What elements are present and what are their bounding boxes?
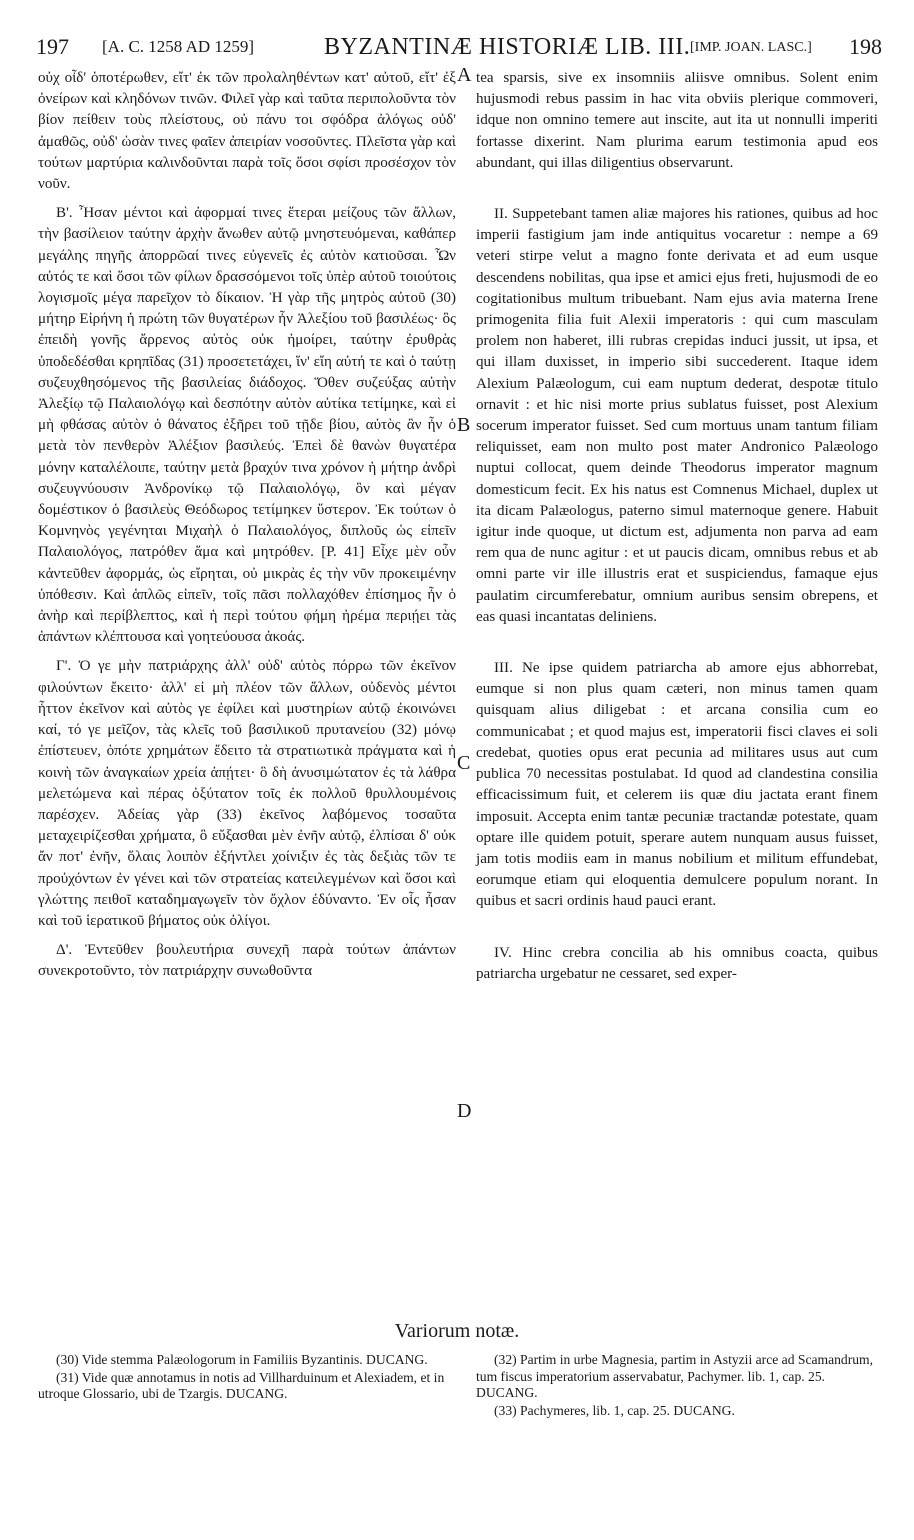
running-header (36, 34, 882, 62)
margin-marker-c: C (457, 752, 471, 774)
emperor-label: [IMP. JOAN. LASC.] (690, 40, 812, 55)
footnote-31: (31) Vide quæ annotamus in notis ad Villharduinum et Alexiadem, et in utroque Glossario, ubi de Tzargis. DUCANG. (38, 1369, 445, 1401)
footnotes-right (476, 1352, 878, 1420)
latin-paragraph-4: IV. Hinc crebra concilia ab his omnibus coacta, quibus patriarcha urgebatur ne cessaret, sed exper- (476, 944, 878, 982)
greek-column (38, 68, 456, 991)
footnote-32: (32) Partim in urbe Magnesia, partim in Astyzii arce ad Scamandrum, tum fiscus imperatorium asservabatur, Pachymer. lib. 1, cap. 25. DUCANG. (476, 1352, 874, 1400)
margin-marker-b: B (457, 414, 471, 436)
latin-paragraph-2: II. Suppetebant tamen aliæ majores his rationes, quibus ad hoc imperii fastigium jam inde antiquitus vocaretur : nempe a 69 veteri stirpe velut a magno fonte derivata et ad eum usque descendens nobilitas, qua ipse et amici ejus freti, hujusmodi de eo cogitationibus multum tribuebant. Nam ejus avia materna Irene primogenita filia fuit Alexii imperatoris : qui cum masculam prolem non haberet, illi rubras crepidas induci jussit, ut ipsa, et qui illam duxisset, in imperio sibi succederent. Itaque idem Alexium Palæologum, cui eam nuptum dederat, despotæ titulo ornavit : et hic nisi morte prius sublatus fuisset, post Alexium socerum imperator fuisset. Sed cum mortuus unam tantum filiam reliquisset, eam non multo post mater Andronico Palæologo nuptui collocat, quem deinde Theodorus imperator magnum domesticum fecit. Ex his natus est Comnenus Michael, duplex ut ita dicam Palæologus, paterno simul maternoque genere. Habuit igitur inde quoque, ut dictum est, adjumenta non parva ad eam rem qua de nunc agitur : et ut paucis dicam, omnibus rebus et ab omni parte vir ille illustris erat et suspiciendus, famaque ejus paulatim circumferebatur, omnium auribus sensim obrepens, et eas quasi incantatas deliniens. (476, 206, 878, 625)
running-title: BYZANTINÆ HISTORIÆ LIB. III. (324, 34, 691, 60)
footnote-30: (30) Vide stemma Palæologorum in Familiis Byzantinis. DUCANG. (56, 1352, 428, 1367)
greek-paragraph-4: Δ'. Ἐντεῦθεν βουλευτήρια συνεχῆ παρὰ τούτων ἁπάντων συνεκροτοῦντο, τὸν πατριάρχην συνωθοῦντα (38, 942, 456, 980)
margin-marker-a: A (457, 64, 472, 86)
margin-marker-d: D (457, 1100, 472, 1122)
footnotes-left (38, 1352, 456, 1404)
latin-paragraph-1: tea sparsis, sive ex insomniis aliisve omnibus. Solent enim hujusmodi rebus passim in hac vita obviis plerique commoveri, idque non omnino temere aut inscite, aut ita ut nonnulli imperiti fortasse dixerint. Nam plurima earum testimonia apud eos abundant, qui illas diligentius observarunt. (476, 70, 878, 171)
page-number-right: 198 (849, 34, 882, 59)
page-number-left: 197 (36, 34, 69, 59)
latin-paragraph-3: III. Ne ipse quidem patriarcha ab amore ejus abhorrebat, eumque si non plus quam cæteri, non minus tamen quam quisquam alius diligebat : et arcana consilia cum eo communicabat ; et quod majus est, imperatorii fisci claves ei soli credebat, quoties opus erat pecunia ad militares usus aut cum publica 70 necessitas postulabat. Id quod ad clandestina consilia efficacissimum fuit, et celerem iis quæ diu jactata erant finem imposuit. Accepta enim tantæ pecuniæ tractandæ potestate, quam optare ille quidem potuit, sperare autem nunquam ausus fuisset, jam totis modiis eam in manus nobilium et militum effundebat, eorumque etiam qui eloquentia demulcere populum norant. In quibus et sacri ordinis haud pauci erant. (476, 660, 878, 910)
greek-paragraph-3: Γ'. Ὁ γε μὴν πατριάρχης ἀλλ' οὐδ' αὐτὸς πόρρω τῶν ἐκεῖνον φιλούντων ἔκειτο· ἀλλ' εἰ μὴ πλέον τῶν ἄλλων, οὐδενὸς μέντοι ἧττον ἐκεῖνον καὶ αὐτὸς γε ἐφίλει καὶ μυστηρίων αὐτῷ ἐκοινώνει καί, τό γε μεῖζον, τὰς κλεῖς τοῦ βασιλικοῦ πρυτανείου (32) μόνῳ ἐπίστευεν, ὁπότε χρημάτων ἔδειτο τὰ στρατιωτικὰ πράγματα καὶ ἡ κοινὴ τῶν ἀναγκαίων χρεία ἀπῄτει· ὃ δὴ ἀνυσιμώτατον ἐς τὰ λάθρα μελετώμενα καὶ πέρας ὀξύτατον τοῖς ἐκ πολλοῦ θρυλλουμένοις παρέσχεν. Ἀδείας γὰρ (33) ἐκεῖνος λαβόμενος τοσαῦτα μεταχειρίζεσθαι χρήματα, ὃ εὔξασθαι μὲν ἐνῆν αὐτῷ, ἐλπίσαι δ' οὐκ ἄν ποτ' ἐνῆν, ὅλαις λοιπὸν ἐξήντλει χοίνιξιν ἐς τὰς δεξιὰς τῶν τε προὐχόντων ἐν γένει καὶ τῶν στρατείας κατειλεγμένων καὶ ὅσοι καὶ γλώττης πειθοῖ καταδημαγωγεῖν τὸν ὄχλον ἐδύναντο. Ἐν οἷς ἦσαν καὶ τοῦ ἱερατικοῦ βήματος οὐκ ὀλίγοι. (38, 658, 456, 929)
latin-column (476, 68, 878, 993)
notes-title: Variorum notæ. (394, 1320, 520, 1342)
year-range: [A. C. 1258 AD 1259] (102, 37, 255, 56)
footnote-33: (33) Pachymeres, lib. 1, cap. 25. DUCANG. (494, 1402, 735, 1418)
greek-paragraph-2: Β'. Ἦσαν μέντοι καὶ ἀφορμαί τινες ἕτεραι μείζους τῶν ἄλλων, τὴν βασίλειον ταύτην ἀρχὴν ἄνωθεν αὐτῷ μνηστευόμεναι, καθάπερ μεγάλης πηγῆς ἀπορρῶαί τινες εὐγενεῖς ἐς αὐτὸν κατιοῦσαι. Ὧν αὐτός τε καὶ ὅσοι τῶν φίλων δρασσόμενοι τοῖς ὑπὲρ αὐτοῦ τοιούτοις λογισμοῖς μέγα παρεῖχον τὸ δίκαιον. Ἡ γὰρ τῆς μητρὸς αὐτοῦ (30) μήτηρ Εἰρήνη ἡ πρώτη τῶν θυγατέρων ἦν Ἀλεξίου τοῦ βασιλέως· ὃς ἐπειδὴ γονῆς ἄρρενος αὐτὸς οὐκ ἠμοίρει, ταύτην ἐρυθρὰς ὑποδεδέσθαι κρηπῖδας (31) προσετετάχει, ἵν' εἴη αὐτή τε καὶ ὁ ταύτῃ συζευχθησόμενος τῆς βασιλείας διάδοχος. Ὅθεν συζεύξας αὐτὴν Ἀλεξίῳ τῷ Παλαιολόγῳ καὶ δεσπότην αὐτὸν αὐτίκα τετίμηκε, καὶ εἰ μὴ φθάσας αὐτὸν ὁ θάνατος ἐξῆρει τοῦ τῇδε βίου, αὐτὸς ἂν ἦν ὁ μετὰ τὸν πενθερὸν Ἀλέξιον βασιλεύς. Ἐπεὶ δὲ θανὼν θυγατέρα μόνην καταλέλοιπε, ταύτην μετὰ βραχύν τινα χρόνον ἡ μήτηρ ἀνδρὶ συζευγνύουσιν Ἀνδρονίκῳ τῷ Παλαιολόγῳ, ὃν καὶ μέγαν δομέστικον ὁ βασιλεὺς Θεόδωρος τετίμηκεν ὕστερον. Ἐκ τούτων ὁ Κομνηνὸς γεγένηται Μιχαὴλ ὁ Παλαιολόγος, διπλοῦς ὡς εἰπεῖν Παλαιολόγος, πατρόθεν ἅμα καὶ μητρόθεν. [P. 41] Εἶχε μὲν οὖν κἀντεῦθεν ἀφορμάς, ὡς εἴρηται, οὐ μικρὰς ἐς τὴν νῦν προκειμένην ὑπόθεσιν. Καὶ ἁπλῶς εἰπεῖν, τοῖς πᾶσι πολλαχόθεν ἐπίσημος ἦν ὁ ἀνὴρ καὶ περίβλεπτος, καὶ ἡ περὶ τούτου φήμη ἠρέμα περιῄει τὰς ἁπάντων κλέπτουσα καὶ γοητεύουσα ἀκοάς. (38, 205, 456, 646)
greek-paragraph-1: οὐχ οἶδ' ὁποτέρωθεν, εἴτ' ἐκ τῶν προλαληθέντων κατ' αὐτοῦ, εἴτ' ἐξ ὀνείρων καὶ κληδόνων τινῶν. Φιλεῖ γὰρ καὶ ταῦτα περιπολοῦντα τὸν βίον πείθειν τοὺς πλείστους, οὐ πάνυ τοι σφόδρα ἀλόγως οὐδ' ἀμαθῶς, οὐδ' ὡσὰν τινες φαῖεν ἀπειρίαν νοσοῦντες. Πλεῖστα γὰρ καὶ τούτων μαρτύρια καλινδοῦνται παρὰ τοῖς ὅσοι σφίσι προσέσχον τὸν νοῦν. (38, 70, 456, 193)
